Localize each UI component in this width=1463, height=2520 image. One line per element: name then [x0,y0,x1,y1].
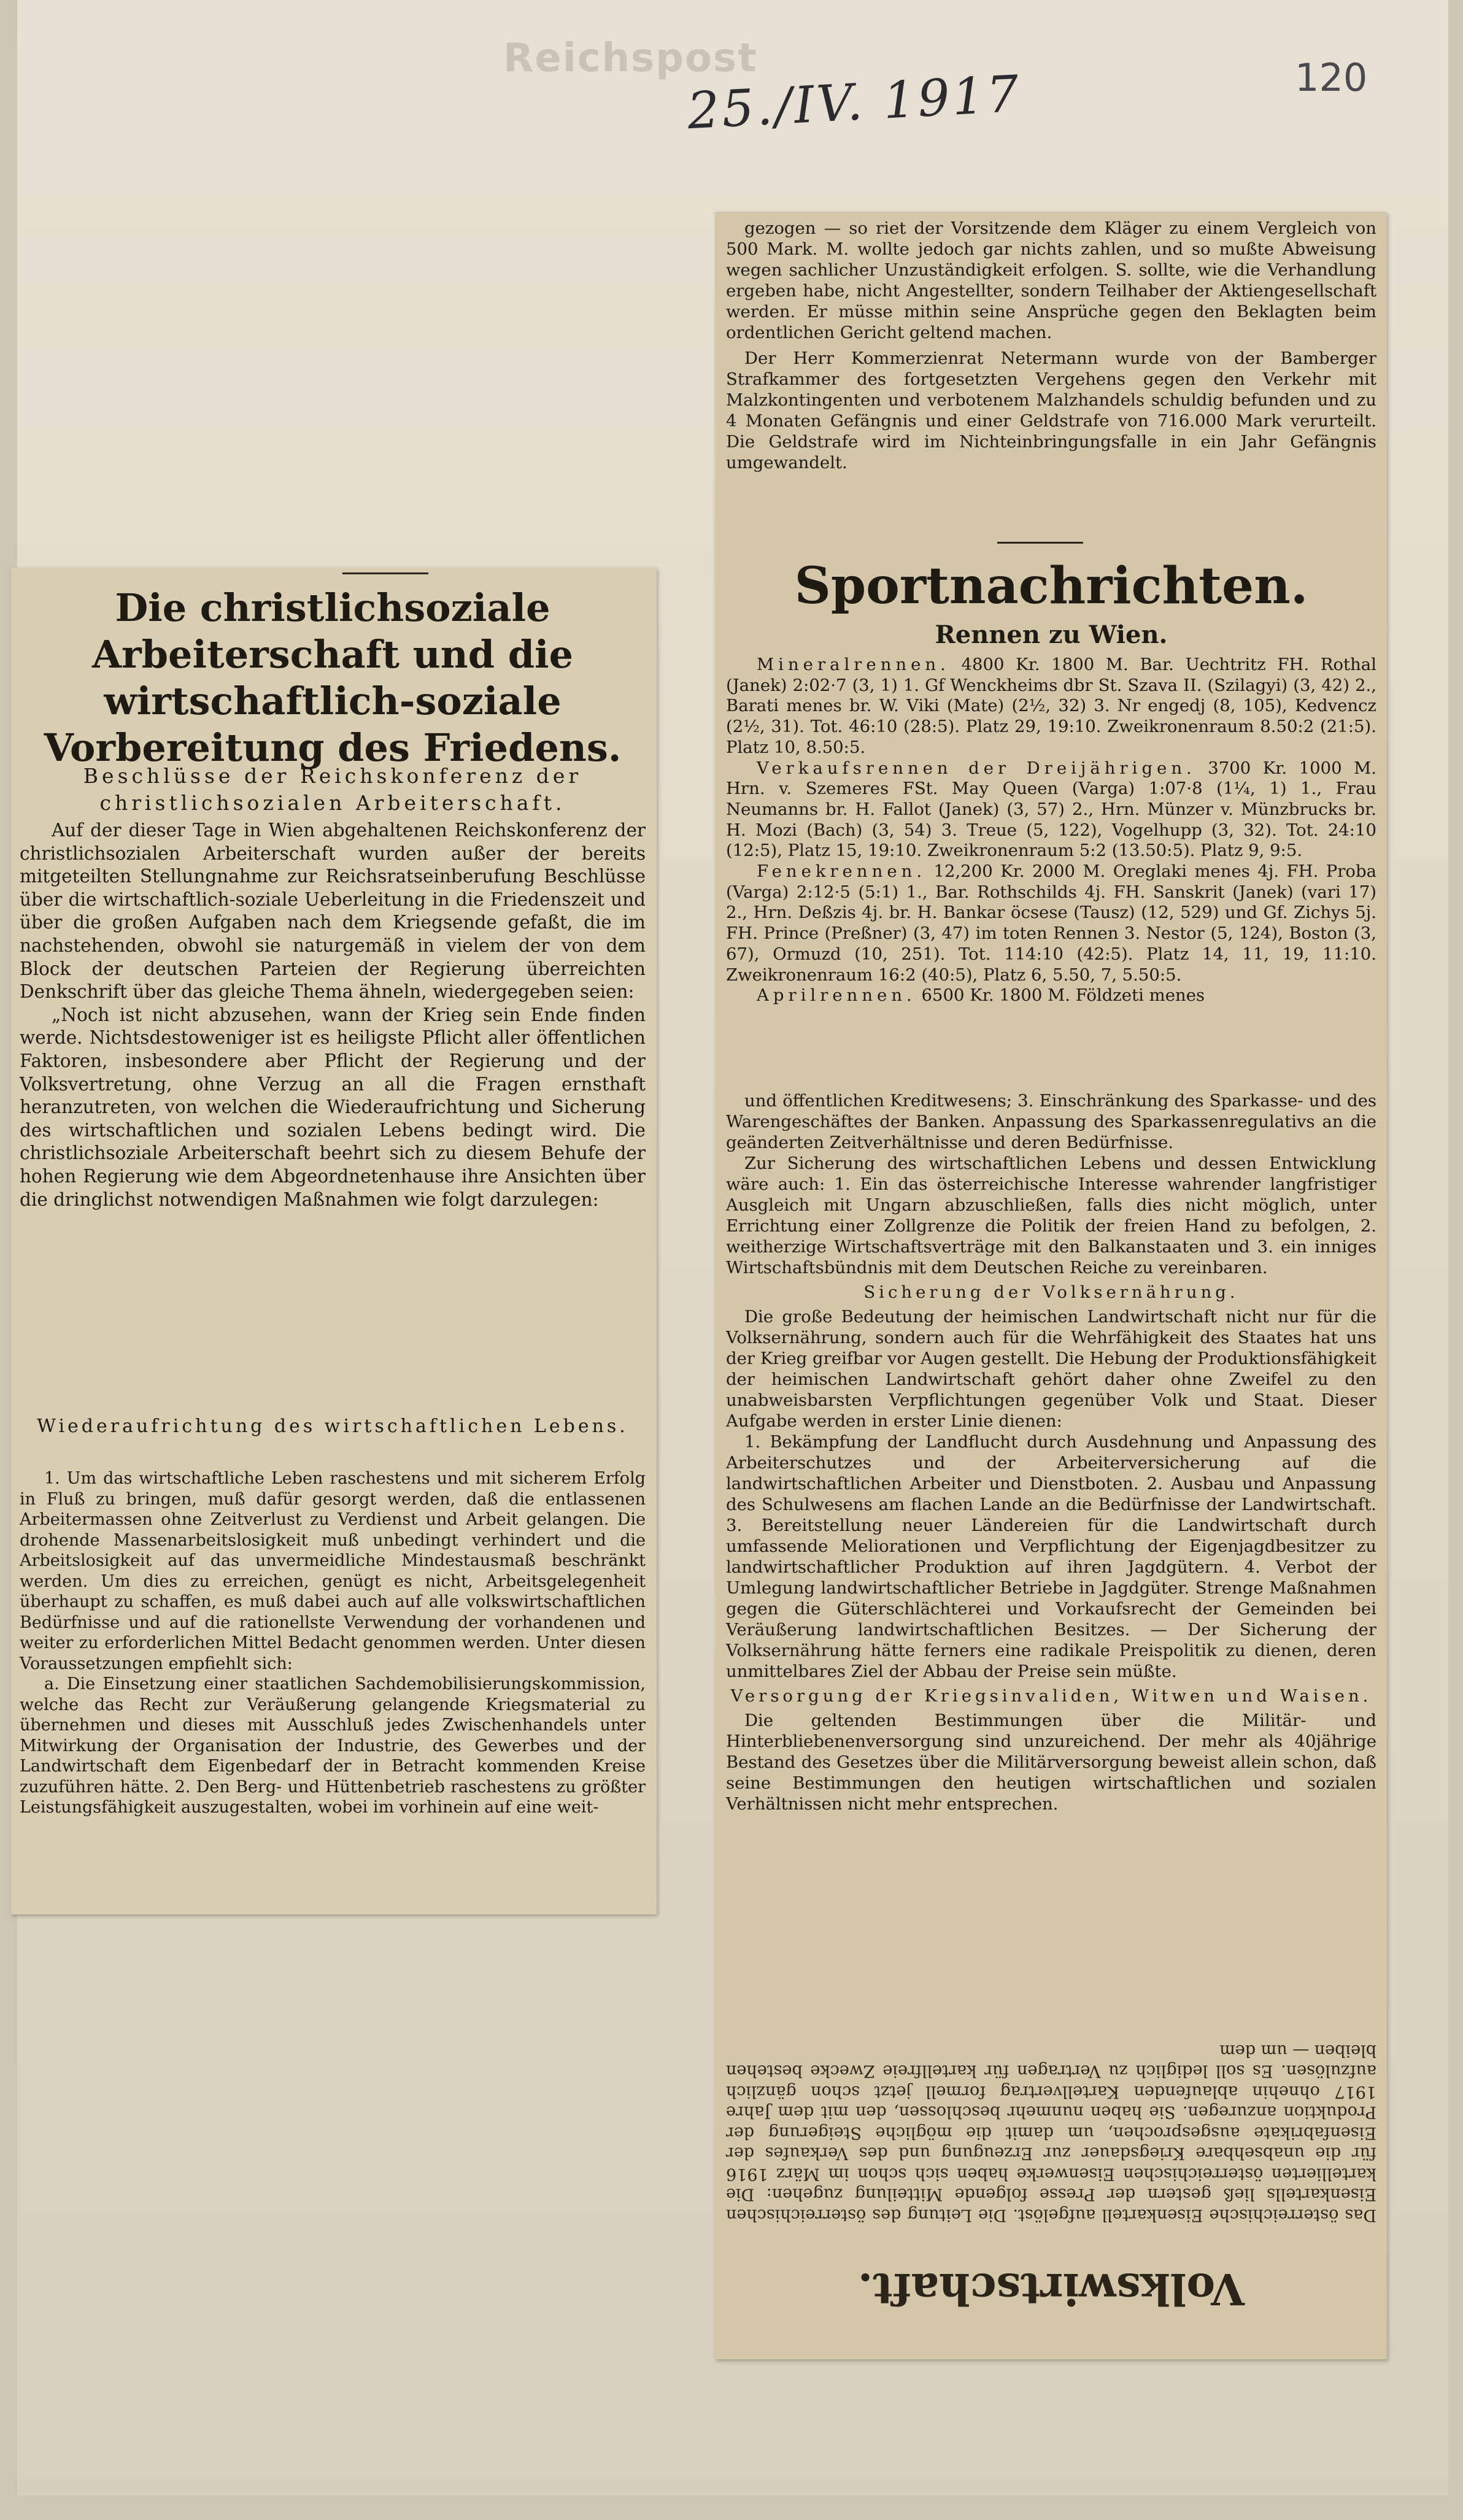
upside-down-headline: Volkswirtschaft. [857,2264,1245,2314]
race-text: 12,200 Kr. 2000 M. Oreglaki menes 4j. FH. Proba (Varga) 2:12·5 (5:1) 1., Bar. Rothschilds 4j. FH. Sanskrit (Janek) (vari 17) 2., Hrn. Deßzis 4j. br. H. Bankar öcsese (Tausz) (12, 529) und Gf. Zichys 5j. FH. Prince (Preßner) (3, 47) im toten Rennen 3. Nestor (5, 124), Boston (3, 67), Ormuzd (10, 251). Tot. 114:10 (42:5). Platz 14, 11, 19, 11:10. Zweikronenraum 16:2 (40:5), Platz 6, 5.50, 7, 5.50:5. [726,861,1376,985]
section-title: Wiederaufrichtung des wirtschaftlichen Lebens. [37,1416,628,1437]
subhead-food: Sicherung der Volksernährung. [863,1282,1239,1302]
paragraph: 1. Bekämpfung der Landflucht durch Ausdehnung und Anpassung des Arbeiterschutzes und der Arbeiterversicherung auf die landwirtschaftlichen Arbeiter und Dienstboten. 2. Ausbau und Anpassung des Schulwesens am flachen Lande an die Bedürfnisse der Landwirtschaft. 3. Bereitstellung neuer Ländereien für die Landwirtschaft durch umfassende Meliorationen und Verpflichtung der Eigenjagdbesitzer zu landwirtschaftlicher Produktion auf ihren Jagdgütern. 4. Verbot der Umlegung landwirtschaftlicher Betriebe in Jagdgüter. Strenge Maßnahmen gegen die Güterschlächterei und Vorkaufsrecht der Gemeinden bei Veräußerung landwirtschaftlichen Besitzes. — Der Sicherung der Volksernährung hätte ferners eine radikale Preispolitik zu dienen, deren unmittelbares Ziel der Abbau der Preise sein müßte. [726,1432,1376,1681]
sheet-edge-bottom [0,2495,1463,2520]
paragraph: a. Die Einsetzung einer staatlichen Sachdemobilisierungskommission, welche das Recht zur Veräußerung gelangende Kriegsmaterial zu übernehmen und dieses mit Ausschluß jedes Zwischenhandels unter Mitwirkung der Organisation der Industrie, des Gewerbes und der Landwirtschaft dem Eigenbedarf der in Betracht kommenden Kreise zuzuführen hätte. 2. Den Berg- und Hüttenbetrieb raschestens zu größter Leistungsfähigkeit auszugestalten, wobei im vorhinein auf eine weit- [20,1674,646,1817]
sport-headline: Sportnachrichten. [794,557,1308,615]
paragraph: Zur Sicherung des wirtschaftlichen Lebens und dessen Entwicklung wäre auch: 1. Ein das österreichische Interesse wahrender langfristiger Ausgleich mit Ungarn abzuschließen, falls dies nicht möglich, unter Errichtung einer Zollgrenze die Politik der freien Hand zu befolgen, 2. weitherzige Wirtschaftsverträge mit den Balkanstaaten und 3. ein inniges Wirtschaftsbündnis mit dem Deutschen Reiche zu vereinbaren. [726,1154,1376,1277]
race-entry [726,655,1376,758]
article-headline: Die christlichsoziale Arbeiterschaft und die wirtschaftlich-soziale Vorbereitung des Friedens. [44,585,622,770]
upside-down-text: Das österreichische Eisenkartell aufgelöst. Die Leitung des österreichischen Eisenkartells ließ gestern der Presse folgende Mitteilung zugehen: Die kartellierten österreichischen Eisenwerke haben sich schon im März 1916 für die unabsehbare Kriegsdauer zur Erzeugung und des Verkaufes der Eisenfabrikate ausgesprochen, um damit die mögliche Steigerung der Produktion anzuregen. Sie haben nunmehr beschlossen, den mit dem Jahre 1917 ohnehin ablaufenden Kartellvertrag formell jetzt schon gänzlich aufzulösen. Es soll lediglich zu Vertragen für kartellfreie Zwecke bestehen bleiben — um dem [726,2041,1376,2225]
separator-rule [997,542,1083,544]
paragraph: Der Herr Kommerzienrat Netermann wurde von der Bamberger Strafkammer des fortgesetzten Vergehens gegen den Verkehr mit Malzkontingenten und verbotenem Malzhandels schuldig befunden und zu 4 Monaten Gefängnis und einer Geldstrafe von 716.000 Mark verurteilt. Die Geldstrafe wird im Nichteinbringungsfalle in ein Jahr Gefängnis umgewandelt. [726,349,1376,472]
sport-subheadline: Rennen zu Wien. [935,620,1168,649]
article-subheadline: Beschlüsse der Reichskonferenz der christlichsozialen Arbeiterschaft. [83,764,582,815]
race-title: Mineralrennen. [757,655,950,674]
archive-number: 120 [1295,55,1368,100]
race-entry [726,758,1376,862]
article-body [20,819,646,1211]
paragraph: Die große Bedeutung der heimischen Landwirtschaft nicht nur für die Volksernährung, sondern auch für die Wehrfähigkeit des Staates hat uns der Krieg greifbar vor Augen gestellt. Die Hebung der Produktionsfähigkeit der heimischen Landwirtschaft gehört daher ohne Zweifel zu den unabweisbarsten Verpflichtungen gegenüber Volk und Staat. Dieser Aufgabe werden in erster Linie dienen: [726,1307,1376,1431]
race-entry [726,861,1376,985]
paragraph: Auf der dieser Tage in Wien abgehaltenen Reichskonferenz der christlichsozialen Arbeiterschaft wurden außer der bereits mitgeteilten Stellungnahme zur Reichsratseinberufung Beschlüsse über die wirtschaftlich-soziale Ueberleitung in die Friedenszeit und über die großen Aufgaben nach dem Kriegsende gefaßt, die im nachstehenden, obwohl sie naturgemäß in vielem der von dem Block der deutschen Parteien der Regierung überreichten Denkschrift über das gleiche Thema ähneln, wiedergegeben seien: [20,820,646,1003]
right-clipping [715,212,1387,2359]
race-text: 3700 Kr. 1000 M. Hrn. v. Szemeres FSt. May Queen (Varga) 1:07·8 (1¼, 1) 1., Frau Neumanns br. H. Fallot (Janek) (3, 57) 2., Hrn. Münzer v. Münzbrucks br. H. Mozi (Bach) (3, 54) 3. Treue (5, 122), Vogelhupp (3, 32). Tot. 24:10 (12:5), Platz 15, 19:10. Zweikronenraum 5:2 (13.50:5). Platz 9, 9:5. [726,758,1376,861]
race-text: 6500 Kr. 1800 M. Földzeti menes [921,985,1205,1006]
race-entry [726,985,1376,1006]
race-title: Fenekrennen. [757,861,927,882]
subhead-invalids: Versorgung der Kriegsinvaliden, Witwen und Waisen. [730,1686,1372,1706]
continued-article [726,1090,1376,1814]
race-results [726,655,1376,1006]
paragraph: 1. Um das wirtschaftliche Leben raschestens und mit sicherem Erfolg in Fluß zu bringen, muß dafür gesorgt werden, daß die entlassenen Arbeitermassen ohne Zeitverlust zu Verdienst und Arbeit gelangen. Die drohende Massenarbeitslosigkeit muß unbedingt verhindert und die Arbeitslosigkeit auf das unvermeidliche Mindestausmaß beschränkt werden. Um dies zu erreichen, genügt es nicht, Arbeitsgelegenheit überhaupt zu schaffen, es muß dabei auch auf alle volkswirtschaftlichen Bedürfnisse und auf die rationellste Verwendung der vorhandenen und weiter zu erforderlichen Mittel Bedacht genommen werden. Unter diesen Voraussetzungen empfiehlt sich: [20,1469,646,1673]
paragraph: gezogen — so riet der Vorsitzende dem Kläger zu einem Vergleich von 500 Mark. M. wollte jedoch gar nichts zahlen, und so mußte Abweisung wegen sachlicher Unzuständigkeit erfolgen. S. sollte, wie die Verhandlung ergeben habe, nicht Angestellter, sondern Teilhaber der Aktiengesellschaft werden. Er müsse mithin seine Ansprüche gegen den Beklagten beim ordentlichen Gericht geltend machen. [726,218,1376,342]
paragraph: Die geltenden Bestimmungen über die Militär- und Hinterbliebenenversorgung sind unzureichend. Der mehr als 40jährige Bestand des Gesetzes über die Militärversorgung beweist allein schon, daß seine Bestimmungen den heutigen wirtschaftlichen und sozialen Verhältnissen nicht mehr entsprechen. [726,1711,1376,1814]
race-title: Aprilrennen. [757,985,916,1006]
left-clipping [11,568,657,1914]
race-title: Verkaufsrennen der Dreijährigen. [757,758,1196,778]
court-report [726,218,1376,478]
sheet-edge-right [1448,0,1463,2520]
handwritten-date: 25./IV. 1917 [685,64,1023,141]
newspaper-stamp: Reichspost [503,36,758,81]
paragraph: und öffentlichen Kreditwesens; 3. Einschränkung des Sparkasse- und des Warengeschäftes der Banken. Anpassung des Sparkassenregulativs an die geänderten Zeitverhältnisse und deren Bedürfnisse. [726,1091,1376,1152]
paragraph: „Noch ist nicht abzusehen, wann der Krieg sein Ende finden werde. Nichtsdestoweniger ist es heiligste Pflicht aller öffentlichen Faktoren, insbesondere aber Pflicht der Regierung und der Volksvertretung, ohne Verzug an all die Fragen ernsthaft heranzutreten, von welchen die Wiederaufrichtung und Sicherung des wirtschaftlichen und sozialen Lebens bedingt wird. Die christlichsoziale Arbeiterschaft beehrt sich zu diesem Behufe der hohen Regierung wie dem Abgeordnetenhause ihre Ansichten über die dringlichst notwendigen Maßnahmen wie folgt darzulegen: [20,1004,646,1210]
section-body [20,1468,646,1818]
top-rule [342,572,428,574]
race-text: 4800 Kr. 1800 M. Bar. Uechtritz FH. Rothal (Janek) 2:02·7 (3, 1) 1. Gf Wenckheims dbr St. Szava II. (Szilagyi) (3, 42) 2., Barati menes br. W. Viki (Mate) (2½, 32) 3. Nr engedj (8, 105), Kedvencz (2½, 31). Tot. 46:10 (28:5). Platz 29, 19:10. Zweikronenraum 8.50:2 (21:5). Platz 10, 8.50:5. [726,655,1376,757]
